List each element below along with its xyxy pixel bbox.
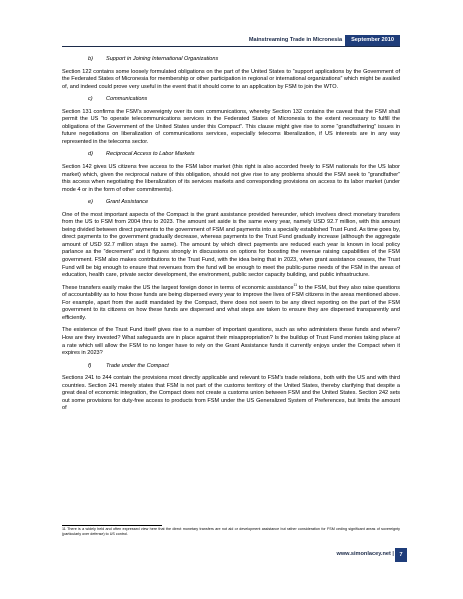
- paragraph: Section 131 confirms the FSM’s sovereignty over its own communications, whereby Section 132 contains the caveat that the FSM shall permit the US “to operate telecommunications services in the Federated States of Micronesia to the extent necessary to fulfill the obligations of the Government of the United States under this Compact”. This clause might give rise to some “grandfathering” issues in future negotiations on liberalization of communications services, especially telecoms liberalization, if US interests are in any way represented in the telecoms sector.: [62, 108, 400, 145]
- paragraph: Section 142 gives US citizens free access to the FSM labor market (this right is also accorded freely to FSM nationals for the US labor market) which, given the reciprocal nature of this obligation, should not give rise to any problems should the FSM seek to “grandfather” this access when negotiating the liberalization of its services markets and corresponding provisions on access to its labor market (under mode 4 or in the form of other commitments).: [62, 164, 400, 193]
- section-heading: b) Support in Joining International Organizations: [88, 56, 219, 62]
- section-heading: e) Grant Assistance: [88, 199, 149, 206]
- page-footer: [0, 548, 463, 562]
- paragraph: The existence of the Trust Fund itself gives rise to a number of important questions, such as who administers these funds and where? How are they invested? What safeguards are in place against their misappropriation? Is the buildup of Trust Fund monies taking place at a rate which will allow the FSM to no longer have to rely on the Grant Assistance funds it currently enjoys under the Compact when it expires in 2023?: [62, 327, 400, 357]
- footnote: 11 There is a widely held and often expressed view here that the direct monetary transfers are not aid or development assistance but rather consideration for FSM ceding significant areas of sovereignty (particularly over defense) to US control.: [62, 527, 400, 536]
- paragraph: Sections 241 to 244 contain the provisions most directly applicable and relevant to FSM’s trade relations, both with the US and with third countries. Section 241 merely states that FSM is not part of the customs territory of the United States, thereby clarifying that despite a great deal of economic integration, the Compact does not create a customs union between FSM and the United States. Section 242 sets out some provisions for duty-free access to products from FSM under the US Generalized System of Preferences, but limits the amount of: [62, 375, 400, 412]
- paragraph: One of the most important aspects of the Compact is the grant assistance provided hereunder, which involves direct monetary transfers from the US to FSM from 2004 thru to 2023. The amount set aside is the same every year, namely USD 92.7 million, with this amount being divided between direct payments to the government of FSM and payments into a specially established Trust Fund. As time goes by, direct payments to the government gradually decrease, whereas payments to the Trust Fund gradually increase (although the aggregate amount of USD 92.7 million stays the same). The amount by which direct payments are reduced each year is known in local policy parlance as the “decrement” and it figures strongly in discussions on options for boosting the revenue raising capabilities of the FSM government. FSM also makes contributions to the Trust Fund, with the idea being that in 2023, when grant assistance ceases, the Trust Fund will be big enough to ensure that revenues from the fund will be enough to meet the public-purse needs of the FSM in the areas of education, health care, private sector development, the environment, public sector capacity building, and public infrastructure.: [62, 211, 400, 279]
- paragraph: Section 122 contains some loosely formulated obligations on the part of the United States to “support applications by the Government of the Federated States of Micronesia for membership or other participation in regional or international organizations” which might be availed of, and indeed could prove very useful in the event that it should come to an application by FSM to join the WTO.: [62, 68, 400, 90]
- body-content: [62, 56, 400, 418]
- website-link[interactable]: www.simonlacey.net |: [336, 551, 394, 557]
- date-badge: September 2010: [345, 35, 400, 46]
- section-heading: d) Reciprocal Access to Labor Markets: [88, 151, 195, 158]
- header-rule: [62, 46, 400, 47]
- section-heading: f) Trade under the Compact: [88, 362, 169, 369]
- section-heading: c) Communications: [88, 96, 148, 103]
- page-number: 7: [395, 548, 407, 562]
- running-header: [190, 35, 400, 46]
- footnote-marker[interactable]: 11: [293, 282, 298, 287]
- paragraph: These transfers easily make the US the largest foreign donor in terms of economic assistance$^{11}$ to the FSM, but they also raise questions of accountability as to how those funds are being dispersed every year to improve the lives of FSM citizens in the areas mentioned above. For example, apart from the audit mandated by the Compact, there does not seem to be any direct reporting on the part of the FSM government to its citizens on how these funds are dispersed and what steps are taken to ensure they are dispersed transparently and efficiently.: [62, 282, 400, 321]
- footnote-rule: [62, 525, 162, 526]
- document-title: Mainstreaming Trade in Micronesia: [248, 37, 343, 43]
